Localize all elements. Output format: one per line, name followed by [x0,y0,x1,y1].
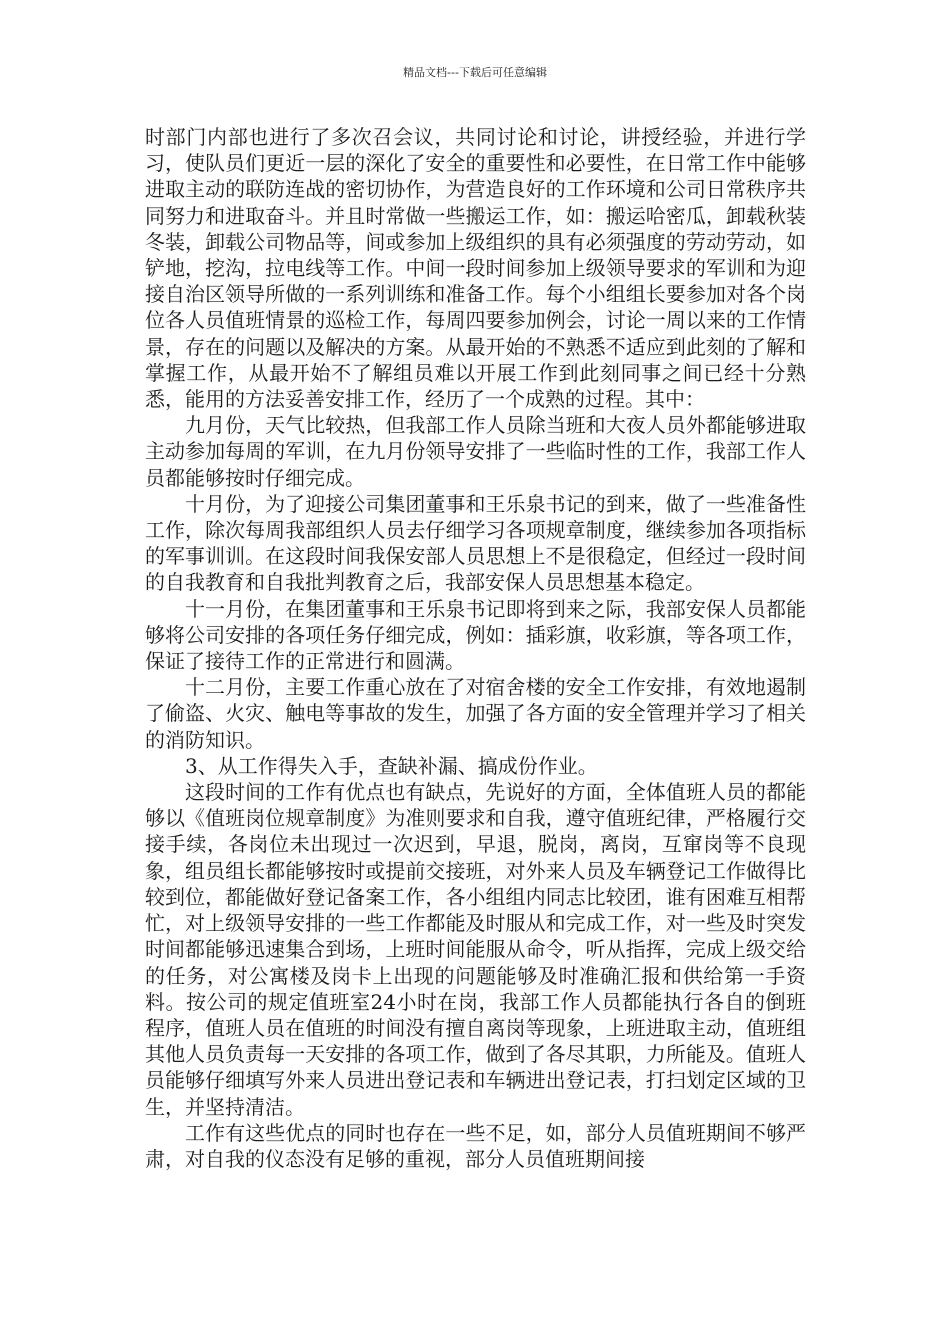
section-heading: 3、从工作得失入手，查缺补漏、搞成份作业。 [185,753,598,778]
document-body [145,124,806,1172]
paragraph-8: 工作有这些优点的同时也存在一些不足，如，部分人员值班期间不够严肃，对自我的仪态没有足够的重视，部分人员值班期间接 [145,1120,806,1171]
paragraph-1: 时部门内部也进行了多次召会议，共同讨论和讨论，讲授经验，并进行学习，使队员们更近一层的深化了安全的重要性和必要性，在日常工作中能够进取主动的联防连战的密切协作，为营造良好的工作环境和公司日常秩序共同努力和进取奋斗。并且时常做一些搬运工作，如：搬运哈密瓜，卸载秋装冬装，卸载公司物品等，间或参加上级组织的具有必须强度的劳动劳动，如铲地，挖沟，拉电线等工作。中间一段时间参加上级领导要求的军训和为迎接自治区领导所做的一系列训练和准备工作。每个小组组长要参加对各个岗位各人员值班情景的巡检工作，每周四要参加例会，讨论一周以来的工作情景，存在的问题以及解决的方案。从最开始的不熟悉不适应到此刻的了解和掌握工作，从最开始不了解组员难以开展工作到此刻同事之间已经十分熟悉，能用的方法妥善安排工作，经历了一个成熟的过程。其中： [145,125,806,412]
paragraph-5: 十二月份，主要工作重心放在了对宿舍楼的安全工作安排，有效地遏制了偷盗、火灾、触电等事故的发生，加强了各方面的安全管理并学习了相关的消防知识。 [145,675,806,752]
paragraph-7: 这段时间的工作有优点也有缺点，先说好的方面，全体值班人员的都能够以《值班岗位规章制度》为准则要求和自我，遵守值班纪律，严格履行交接手续，各岗位未出现过一次迟到，早退，脱岗，离岗，互窜岗等不良现象，组员组长都能够按时或提前交接班，对外来人员及车辆登记工作做得比较到位，都能做好登记备案工作，各小组组内同志比较团，谁有困难互相帮忙，对上级领导安排的一些工作都能及时服从和完成工作，对一些及时突发时间都能够迅速集合到场，上班时间能服从命令，听从指挥，完成上级交给的任务，对公寓楼及岗卡上出现的问题能够及时准确汇报和供给第一手资料。按公司的规定值班室24小时在岗，我部工作人员都能执行各自的倒班程序，值班人员在值班的时间没有擅自离岗等现象，上班进取主动，值班组其他人员负责每一天安排的各项工作，做到了各尽其职，力所能及。值班人员能够仔细填写外来人员进出登记表和车辆进出登记表，打扫划定区域的卫生，并坚持清洁。 [145,780,806,1119]
paragraph-3: 十月份，为了迎接公司集团董事和王乐泉书记的到来，做了一些准备性工作，除次每周我部组织人员去仔细学习各项规章制度，继续参加各项指标的军事训训。在这段时间我保安部人员思想上不是很稳定，但经过一段时间的自我教育和自我批判教育之后，我部安保人员思想基本稳定。 [145,491,806,595]
paragraph-2: 九月份，天气比较热，但我部工作人员除当班和大夜人员外都能够进取主动参加每周的军训，在九月份领导安排了一些临时性的工作，我部工作人员都能够按时仔细完成。 [145,413,806,490]
page-header: 精品文档---下载后可任意编辑 [403,66,547,79]
paragraph-4: 十一月份，在集团董事和王乐泉书记即将到来之际，我部安保人员都能够将公司安排的各项任务仔细完成，例如：插彩旗，收彩旗，等各项工作，保证了接待工作的正常进行和圆满。 [145,596,806,674]
